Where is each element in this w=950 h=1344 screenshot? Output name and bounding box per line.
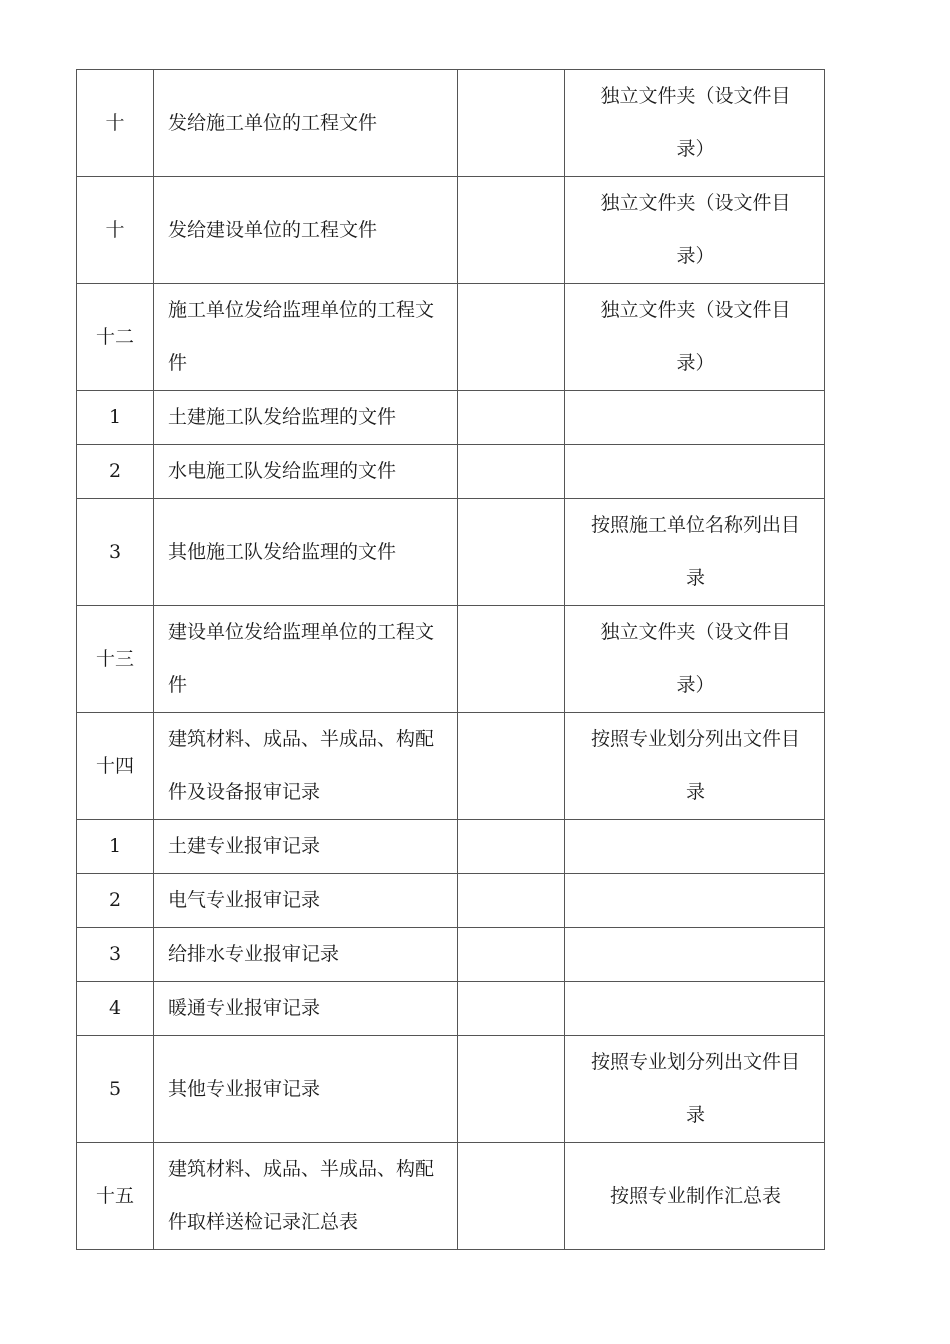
file-catalog-table [76, 69, 825, 1250]
row-note: 独立文件夹（设文件目录） [565, 70, 825, 177]
row-title: 暖通专业报审记录 [154, 982, 458, 1036]
row-note: 独立文件夹（设文件目录） [565, 177, 825, 284]
row-number: 2 [77, 874, 154, 928]
table-row [77, 1143, 825, 1250]
row-note: 独立文件夹（设文件目录） [565, 606, 825, 713]
row-number: 1 [77, 820, 154, 874]
row-blank-cell [458, 284, 565, 391]
table-row [77, 928, 825, 982]
row-note [565, 982, 825, 1036]
row-number: 4 [77, 982, 154, 1036]
row-blank-cell [458, 982, 565, 1036]
row-number: 十二 [77, 284, 154, 391]
row-title: 电气专业报审记录 [154, 874, 458, 928]
row-title: 给排水专业报审记录 [154, 928, 458, 982]
row-note [565, 928, 825, 982]
row-title: 其他施工队发给监理的文件 [154, 499, 458, 606]
table-row [77, 606, 825, 713]
table-row [77, 874, 825, 928]
row-title: 土建施工队发给监理的文件 [154, 391, 458, 445]
table-row [77, 391, 825, 445]
table-row [77, 499, 825, 606]
row-note [565, 391, 825, 445]
row-title: 施工单位发给监理单位的工程文件 [154, 284, 458, 391]
row-note: 独立文件夹（设文件目录） [565, 284, 825, 391]
row-title: 发给施工单位的工程文件 [154, 70, 458, 177]
row-number: 2 [77, 445, 154, 499]
row-note [565, 445, 825, 499]
table-row [77, 982, 825, 1036]
row-blank-cell [458, 499, 565, 606]
row-number: 3 [77, 499, 154, 606]
row-title: 建筑材料、成品、半成品、构配件及设备报审记录 [154, 713, 458, 820]
table-row [77, 1036, 825, 1143]
row-note: 按照专业划分列出文件目录 [565, 1036, 825, 1143]
row-blank-cell [458, 391, 565, 445]
row-note: 按照施工单位名称列出目录 [565, 499, 825, 606]
row-note: 按照专业划分列出文件目录 [565, 713, 825, 820]
row-blank-cell [458, 177, 565, 284]
row-note [565, 874, 825, 928]
row-number: 十四 [77, 713, 154, 820]
row-blank-cell [458, 713, 565, 820]
row-note [565, 820, 825, 874]
table-row [77, 445, 825, 499]
row-blank-cell [458, 820, 565, 874]
table-row [77, 820, 825, 874]
row-blank-cell [458, 928, 565, 982]
row-number: 十五 [77, 1143, 154, 1250]
row-number: 3 [77, 928, 154, 982]
row-title: 其他专业报审记录 [154, 1036, 458, 1143]
row-blank-cell [458, 606, 565, 713]
row-title: 水电施工队发给监理的文件 [154, 445, 458, 499]
row-blank-cell [458, 1036, 565, 1143]
table-row [77, 177, 825, 284]
row-title: 土建专业报审记录 [154, 820, 458, 874]
row-number: 十 [77, 70, 154, 177]
row-blank-cell [458, 1143, 565, 1250]
row-note: 按照专业制作汇总表 [565, 1143, 825, 1250]
table-row [77, 713, 825, 820]
row-number: 十三 [77, 606, 154, 713]
row-blank-cell [458, 445, 565, 499]
row-blank-cell [458, 874, 565, 928]
row-number: 5 [77, 1036, 154, 1143]
row-title: 建设单位发给监理单位的工程文件 [154, 606, 458, 713]
row-number: 十 [77, 177, 154, 284]
table-row [77, 70, 825, 177]
table-row [77, 284, 825, 391]
row-title: 发给建设单位的工程文件 [154, 177, 458, 284]
row-number: 1 [77, 391, 154, 445]
row-title: 建筑材料、成品、半成品、构配件取样送检记录汇总表 [154, 1143, 458, 1250]
row-blank-cell [458, 70, 565, 177]
